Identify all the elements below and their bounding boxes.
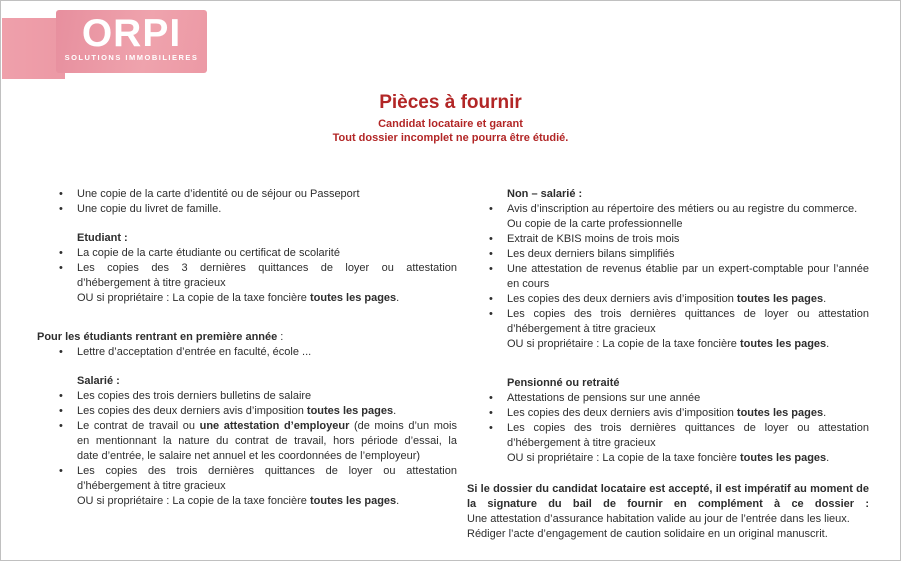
text: Ou copie de la carte professionnelle — [507, 218, 683, 230]
bullet-item — [37, 202, 457, 217]
text-line — [467, 512, 869, 527]
text: . — [826, 452, 830, 464]
bullet-marker-icon: • — [59, 420, 63, 432]
spacer — [37, 217, 457, 231]
text-line — [467, 322, 869, 337]
bullet-item — [37, 404, 457, 419]
text: Une copie du livret de famille. — [77, 203, 222, 215]
doc-subtitle: Candidat locataire et garant — [378, 118, 523, 130]
bullet-item — [467, 247, 869, 262]
orpi-logo — [1, 1, 213, 87]
spacer — [37, 306, 457, 330]
text: Une attestation de revenus établie par un expert-comptable pour l’année — [507, 263, 869, 275]
bullet-marker-icon: • — [59, 465, 63, 477]
text-line — [467, 307, 869, 322]
bullet-marker-icon: • — [489, 308, 493, 320]
bold-text: toutes les pages — [739, 338, 827, 350]
text: La copie de la carte étudiante ou certificat de scolarité — [77, 247, 340, 259]
bullet-marker-icon: • — [59, 203, 63, 215]
text-line — [467, 262, 869, 277]
text: Les copies des trois dernières quittances de loyer ou attestation — [77, 465, 457, 477]
bold-text: toutes les pages — [736, 407, 824, 419]
text-line — [37, 345, 457, 360]
text: date d’entrée, le salaire net annuel et les coordonnées de l’employeur) — [77, 450, 421, 462]
text: Les copies des deux derniers avis d’imposition — [507, 293, 737, 305]
text-line — [37, 330, 457, 345]
bullet-item — [467, 406, 869, 421]
text-line — [37, 479, 457, 494]
text-line — [37, 202, 457, 217]
text-line — [37, 276, 457, 291]
text: d’hébergement à titre gracieux — [507, 437, 656, 449]
text: : — [277, 331, 284, 343]
text-line — [37, 261, 457, 276]
bullet-item — [37, 419, 457, 464]
text-line — [37, 404, 457, 419]
section-heading — [37, 374, 457, 389]
doc-title: Pièces à fournir — [379, 92, 522, 113]
bullet-marker-icon: • — [59, 346, 63, 358]
text-line — [37, 494, 457, 509]
text-line — [467, 527, 869, 542]
text-line — [37, 291, 457, 306]
bullet-marker-icon: • — [59, 405, 63, 417]
paragraph — [37, 330, 457, 345]
text-line — [467, 436, 869, 451]
bullet-item — [467, 232, 869, 247]
bullet-marker-icon: • — [489, 407, 493, 419]
text-line — [467, 217, 869, 232]
bullet-item — [467, 391, 869, 406]
text: OU si propriétaire : La copie de la taxe foncière — [507, 452, 740, 464]
bullet-item — [467, 292, 869, 307]
text: en mentionnant la nature du contrat de travail, hors période d’essai, la — [77, 435, 457, 447]
text: (de moins d’un mois — [349, 420, 457, 432]
right-column — [467, 187, 869, 542]
bold-text: Salarié : — [77, 375, 120, 387]
bullet-marker-icon: • — [489, 293, 493, 305]
text: Rédiger l’acte d’engagement de caution solidaire en un original manuscrit. — [467, 528, 828, 540]
spacer — [467, 466, 869, 482]
text: . — [826, 338, 830, 350]
text-line — [467, 277, 869, 292]
bullet-item — [37, 464, 457, 509]
bold-text: Si le dossier du candidat locataire est accepté, il est impératif au moment de la signature du bail de fournir en complément à ce dossier : — [467, 483, 869, 510]
bullet-item — [467, 262, 869, 292]
logo-label — [56, 10, 207, 73]
bold-text: toutes les pages — [309, 495, 397, 507]
text-line — [467, 391, 869, 406]
bullet-item — [467, 307, 869, 352]
text-line — [37, 419, 457, 434]
bold-text: Pour les étudiants rentrant en première année — [37, 331, 278, 343]
bullet-marker-icon: • — [59, 188, 63, 200]
text: . — [823, 293, 827, 305]
text-line — [467, 421, 869, 436]
text: OU si propriétaire : La copie de la taxe foncière — [77, 292, 310, 304]
paragraph — [467, 482, 869, 512]
text-line — [467, 292, 869, 307]
text-line — [37, 434, 457, 449]
text: Les copies des 3 dernières quittances de loyer ou attestation — [77, 262, 457, 274]
bullet-marker-icon: • — [489, 233, 493, 245]
text: Attestations de pensions sur une année — [507, 392, 701, 404]
brand-tagline: SOLUTIONS IMMOBILIERES — [64, 53, 199, 62]
text-line — [467, 406, 869, 421]
text: Lettre d’acceptation d’entrée en faculté, école ... — [77, 346, 312, 358]
bullet-marker-icon: • — [489, 263, 493, 275]
text-line — [37, 389, 457, 404]
text-line — [37, 464, 457, 479]
text-line — [467, 232, 869, 247]
text-line — [467, 247, 869, 262]
text: Une attestation d’assurance habitation valide au jour de l’entrée dans les lieux. — [467, 513, 850, 525]
bullet-item — [37, 246, 457, 261]
text: . — [393, 405, 397, 417]
text: . — [823, 407, 827, 419]
text: . — [396, 495, 400, 507]
text: Le contrat de travail ou — [77, 420, 200, 432]
text-line — [467, 451, 869, 466]
text: d’hébergement à titre gracieux — [507, 323, 656, 335]
text: Les copies des trois dernières quittances de loyer ou attestation — [507, 308, 869, 320]
section-heading — [467, 376, 869, 391]
text-line — [467, 376, 869, 391]
text: OU si propriétaire : La copie de la taxe foncière — [507, 338, 740, 350]
bullet-item — [467, 202, 869, 232]
bold-text: Etudiant : — [77, 232, 128, 244]
text-line — [467, 202, 869, 217]
bold-text: toutes les pages — [739, 452, 827, 464]
text: . — [396, 292, 400, 304]
bullet-item — [467, 421, 869, 466]
text-line — [467, 187, 869, 202]
text-line — [37, 374, 457, 389]
text: Les copies des trois derniers bulletins de salaire — [77, 390, 312, 402]
text: OU si propriétaire : La copie de la taxe foncière — [77, 495, 310, 507]
bullet-marker-icon: • — [489, 203, 493, 215]
bullet-item — [37, 389, 457, 404]
bullet-marker-icon: • — [59, 390, 63, 402]
bullet-marker-icon: • — [489, 422, 493, 434]
text-line — [467, 337, 869, 352]
paragraph — [467, 512, 869, 527]
bullet-item — [37, 345, 457, 360]
text: en cours — [507, 278, 550, 290]
text: Extrait de KBIS moins de trois mois — [507, 233, 680, 245]
left-column — [37, 187, 457, 509]
bold-text: toutes les pages — [306, 405, 394, 417]
bullet-item — [37, 261, 457, 306]
text: Les deux derniers bilans simplifiés — [507, 248, 675, 260]
text: Avis d’inscription au répertoire des métiers ou au registre du commerce. — [507, 203, 858, 215]
bold-text: Pensionné ou retraité — [507, 377, 620, 389]
text-line — [37, 449, 457, 464]
bold-text: toutes les pages — [736, 293, 824, 305]
bold-text: Non – salarié : — [507, 188, 583, 200]
spacer — [37, 360, 457, 374]
bullet-marker-icon: • — [59, 247, 63, 259]
brand-wordmark: ORPI — [81, 12, 182, 55]
bold-text: toutes les pages — [309, 292, 397, 304]
text: d’hébergement à titre gracieux — [77, 277, 226, 289]
bullet-marker-icon: • — [489, 248, 493, 260]
text-line — [37, 231, 457, 246]
doc-warning: Tout dossier incomplet ne pourra être étudié. — [332, 132, 569, 144]
bullet-item — [37, 187, 457, 202]
bullet-marker-icon: • — [489, 392, 493, 404]
doc-header — [1, 91, 900, 145]
text: d’hébergement à titre gracieux — [77, 480, 226, 492]
text: Les copies des trois dernières quittances de loyer ou attestation — [507, 422, 869, 434]
text: Les copies des deux derniers avis d’imposition — [507, 407, 737, 419]
text-line — [37, 246, 457, 261]
text-line — [37, 187, 457, 202]
paragraph — [467, 527, 869, 542]
text: Une copie de la carte d’identité ou de séjour ou Passeport — [77, 188, 360, 200]
bold-text: une attestation d’employeur — [199, 420, 350, 432]
bullet-marker-icon: • — [59, 262, 63, 274]
text-line — [467, 482, 869, 512]
section-heading — [37, 231, 457, 246]
spacer — [467, 352, 869, 376]
text: Les copies des deux derniers avis d’imposition — [77, 405, 307, 417]
section-heading — [467, 187, 869, 202]
